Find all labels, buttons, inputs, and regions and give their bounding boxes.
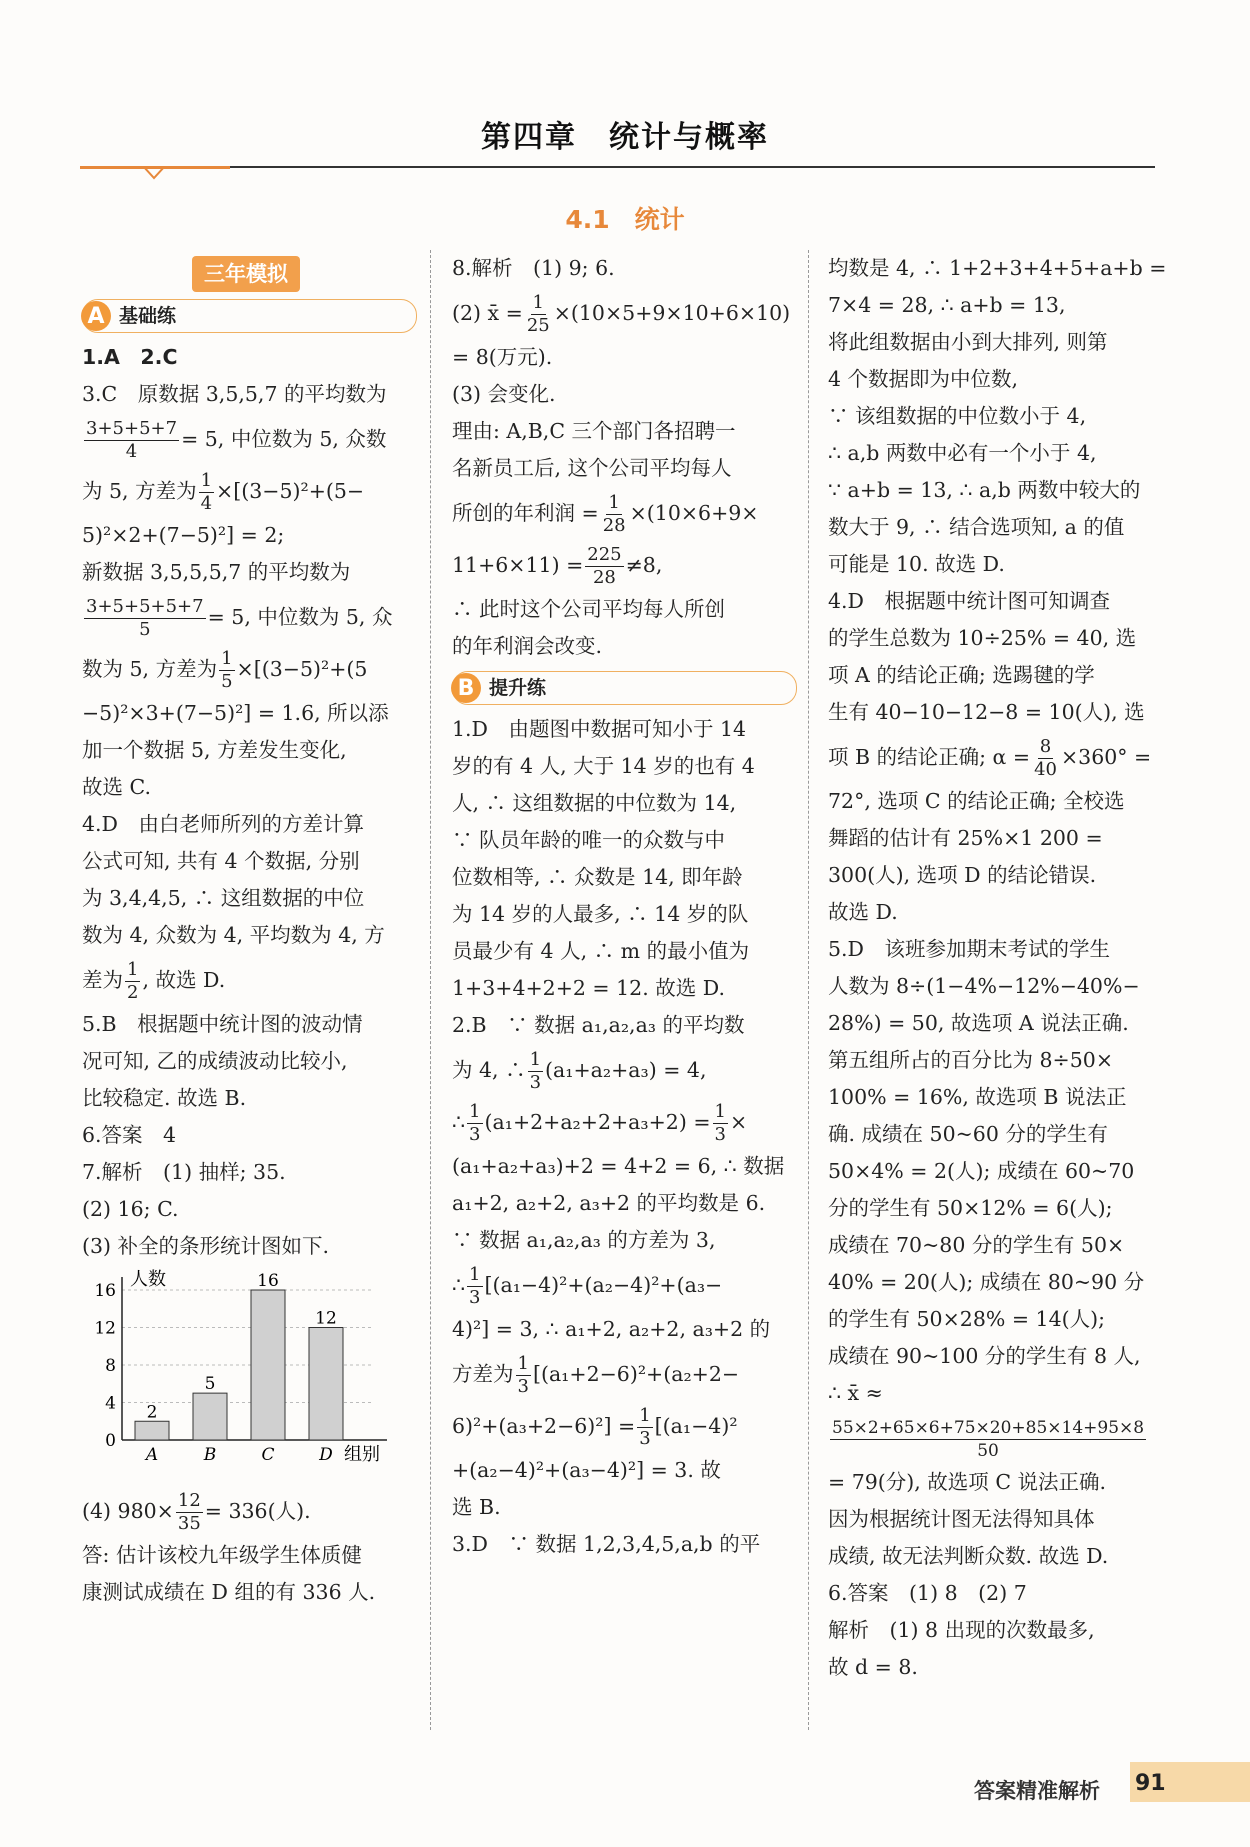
answer-line: 第五组所占的百分比为 8÷50× [828,1048,1113,1072]
answer-line: ∵ 队员年龄的唯一的众数与中 [452,828,726,852]
answer-line: 差为 $\frac{1}{2}$ , 故选 D. [82,959,226,1003]
fraction: $\frac{1}{3}$ [469,1264,481,1308]
answer-line: 岁的有 4 人, 大于 14 岁的也有 4 [452,754,755,778]
answer-line: 300(人), 选项 D 的结论错误. [828,863,1097,887]
answer-line: (4) 980× $\frac{12}{35}$ = 336(人). [82,1490,311,1534]
answer-line: 5.D 该班参加期末考试的学生 [828,937,1110,961]
group-a-header [82,299,417,333]
answer-line: 公式可知, 共有 4 个数据, 分别 [82,849,360,873]
answer-line: 解析 (1) 8 出现的次数最多, [828,1618,1095,1642]
answer-line: 确. 成绩在 50~60 分的学生有 [828,1122,1108,1146]
x-tick-label: B [203,1445,217,1465]
fraction: $\frac{1}{3}$ [529,1049,542,1093]
answer-line: 为 5, 方差为 $\frac{1}{4}$ ×[(3−5)²+(5− [82,470,365,514]
fraction: $\frac{1}{3}$ [639,1405,651,1449]
answer-line: 28%) = 50, 故选项 A 说法正确. [828,1011,1129,1035]
answer-line: 况可知, 乙的成绩波动比较小, [82,1049,348,1073]
column-1 [82,250,417,1611]
answer-line: 的学生有 50×28% = 14(人); [828,1307,1106,1331]
answer-line: 50×4% = 2(人); 成绩在 60~70 [828,1159,1135,1183]
answer-line: 康测试成绩在 D 组的有 336 人. [82,1580,376,1604]
y-tick-label: 4 [105,1393,116,1414]
chapter-title: 第四章 统计与概率 [481,120,769,155]
x-tick-label: D [319,1445,333,1465]
answer-line: ∵ 数据 a₁,a₂,a₃ 的方差为 3, [452,1228,716,1252]
fraction: $\frac{3+5+5+7}{4}$ [86,418,178,462]
answer-line: ∴ 此时这个公司平均每人所创 [452,597,726,621]
bar-B [193,1393,227,1440]
answer-line: 项 B 的结论正确; α = $\frac{8}{40}$ ×360° = [828,736,1152,780]
title-rule [80,166,1155,168]
page-number: 91 [1135,1771,1166,1796]
answer-line: (2) 16; C. [82,1197,179,1221]
x-tick-label: C [261,1445,275,1465]
answer-line: 40% = 20(人); 成绩在 80~90 分 [828,1270,1145,1294]
answer-line: ∵ a+b = 13, ∴ a,b 两数中较大的 [828,478,1141,502]
answer-line: 名新员工后, 这个公司平均每人 [452,456,732,480]
answer-line: = 79(分), 故选项 C 说法正确. [828,1470,1107,1494]
answer-line: 理由: A,B,C 三个部门各招聘一 [452,419,736,443]
answer-line: 答: 估计该校九年级学生体质健 [82,1543,362,1567]
fraction: $\frac{1}{25}$ [526,292,550,336]
answer-line: 4)²] = 3, ∴ a₁+2, a₂+2, a₃+2 的 [452,1317,771,1341]
group-b-label: 提升练 [489,676,547,699]
fraction: $\frac{55\times 2+65\times 6+75\times 20+85\times 14+95\times 8}{50}$ [832,1418,1145,1461]
answer-line: 7×4 = 28, ∴ a+b = 13, [828,293,1066,317]
y-tick-label: 12 [94,1318,116,1339]
answer-line: ∵ 该组数据的中位数小于 4, [828,404,1087,428]
answer-line: 因为根据统计图无法得知具体 [828,1507,1095,1531]
answer-line: ∴ $\frac{1}{3}$ [(a₁−4)²+(a₂−4)²+(a₃− [452,1264,723,1308]
fraction: $\frac{1}{3}$ [714,1101,726,1145]
answer-line: 1+3+4+2+2 = 12. 故选 D. [452,976,725,1000]
answer-line: (3) 会变化. [452,382,556,406]
answer-line: 数为 5, 方差为 $\frac{1}{5}$ ×[(3−5)²+(5 [82,648,368,692]
answer-line [828,1412,1173,1464]
answer-line: 的学生总数为 10÷25% = 40, 选 [828,626,1137,650]
fraction: $\frac{3+5+5+5+7}{5}$ [86,596,204,640]
fraction: $\frac{1}{5}$ [221,648,233,692]
answer-line: (3) 补全的条形统计图如下. [82,1234,330,1258]
answer-line: 员最少有 4 人, ∴ m 的最小值为 [452,939,750,963]
san-nian-mo-ni-tag: 三年模拟 [192,256,300,292]
answer-line: ∴ a,b 两数中必有一个小于 4, [828,441,1097,465]
answer-line: 数大于 9, ∴ 结合选项知, a 的值 [828,515,1125,539]
fraction: $\frac{1}{2}$ [127,959,139,1003]
answer-line: ∴ $\frac{1}{3}$ (a₁+2+a₂+2+a₃+2) = $\frac{1}{3}$ × [452,1101,748,1145]
bar-value-label: 5 [204,1374,216,1395]
x-axis-title: 组别 [344,1444,380,1465]
answer-line: 8.解析 (1) 9; 6. [452,256,615,280]
answer-line: 11+6×11) = $\frac{225}{28}$ ≠8, [452,544,663,588]
answer-line: 6.答案 4 [82,1123,177,1147]
fraction: $\frac{1}{3}$ [517,1353,529,1397]
y-tick-label: 8 [105,1356,116,1376]
group-a-label: 基础练 [119,304,177,327]
answer-line: 故 d = 8. [828,1655,918,1679]
answer-line: 1.D 由题图中数据可知小于 14 [452,717,747,741]
answer-line: (2) x̄ = $\frac{1}{25}$ ×(10×5+9×10+6×10) [452,292,791,336]
answer-line: 新数据 3,5,5,5,7 的平均数为 [82,560,351,584]
column-2 [452,250,797,1563]
answer-line: 为 4, ∴ $\frac{1}{3}$ (a₁+a₂+a₃) = 4, [452,1049,707,1093]
rule-notch-icon [143,166,165,180]
answer-line: 将此组数据由小到大排列, 则第 [828,330,1108,354]
answer-line: 4.D 由白老师所列的方差计算 [82,812,364,836]
bar-chart [82,1265,402,1485]
answer-line: 7.解析 (1) 抽样; 35. [82,1160,286,1184]
answer-line: 100% = 16%, 故选项 B 说法正 [828,1085,1127,1109]
answer-line: 为 14 岁的人最多, ∴ 14 岁的队 [452,902,749,926]
fraction: $\frac{225}{28}$ [587,544,622,588]
answer-line: 3.C 原数据 3,5,5,7 的平均数为 [82,382,387,406]
answer-line: 均数是 4, ∴ 1+2+3+4+5+a+b = [828,256,1167,280]
bar-A [135,1421,169,1440]
answer-line: 方差为 $\frac{1}{3}$ [(a₁+2−6)²+(a₂+2− [452,1353,740,1397]
answer-line: 3.D ∵ 数据 1,2,3,4,5,a,b 的平 [452,1532,761,1556]
y-axis-title: 人数 [130,1269,166,1290]
answer-line: 可能是 10. 故选 D. [828,552,1005,576]
answer-line: 所创的年利润 = $\frac{1}{28}$ ×(10×6+9× [452,492,759,536]
answer-line: (a₁+a₂+a₃)+2 = 4+2 = 6, ∴ 数据 [452,1154,785,1178]
fraction: $\frac{1}{4}$ [200,470,213,514]
answer-line: 成绩, 故无法判断众数. 故选 D. [828,1544,1109,1568]
fraction: $\frac{1}{3}$ [469,1101,481,1145]
answer-line: 4.D 根据题中统计图可知调查 [828,589,1110,613]
answer-line: −5)²×3+(7−5)²] = 1.6, 所以添 [82,701,389,725]
bar-value-label: 12 [315,1308,337,1329]
answer-line: 选 B. [452,1495,501,1519]
answer-line: $\frac{3+5+5+7}{4}$ = 5, 中位数为 5, 众数 [86,418,387,462]
y-tick-label: 16 [94,1281,116,1301]
answer-line: 舞蹈的估计有 25%×1 200 = [828,826,1103,850]
group-a-badge-icon: A [81,301,111,331]
column-3 [828,250,1173,1686]
answer-line: 加一个数据 5, 方差发生变化, [82,738,347,762]
answer-line: 的年利润会改变. [452,634,603,658]
answer-line: ∴ x̄ ≈ [828,1381,883,1405]
answer-line: 6)²+(a₃+2−6)²] = $\frac{1}{3}$ [(a₁−4)² [452,1405,738,1449]
bar-value-label: 16 [257,1271,279,1291]
bar-C [251,1290,285,1440]
answer-line: 6.答案 (1) 8 (2) 7 [828,1581,1027,1605]
answer-line: 生有 40−10−12−8 = 10(人), 选 [828,700,1145,724]
answer-line: 1.A 2.C [82,345,178,369]
answer-line: 成绩在 90~100 分的学生有 8 人, [828,1344,1141,1368]
answer-line: 分的学生有 50×12% = 6(人); [828,1196,1113,1220]
answer-line: 为 3,4,4,5, ∴ 这组数据的中位 [82,886,365,910]
footer-label: 答案精准解析 [974,1779,1100,1803]
answer-line: 项 A 的结论正确; 选踢毽的学 [828,663,1095,687]
answer-line: 5)²×2+(7−5)²] = 2; [82,523,285,547]
answer-line: 位数相等, ∴ 众数是 14, 即年龄 [452,865,743,889]
answer-line: 72°, 选项 C 的结论正确; 全校选 [828,789,1125,813]
answer-line: 2.B ∵ 数据 a₁,a₂,a₃ 的平均数 [452,1013,745,1037]
answer-line: +(a₂−4)²+(a₃−4)²] = 3. 故 [452,1458,721,1482]
bar-value-label: 2 [146,1402,158,1423]
column-divider [808,250,809,1730]
answer-line: $\frac{3+5+5+5+7}{5}$ = 5, 中位数为 5, 众 [86,596,393,640]
answer-line: 人数为 8÷(1−4%−12%−40%− [828,974,1140,998]
group-b-badge-icon: B [451,673,481,703]
answer-line: 数为 4, 众数为 4, 平均数为 4, 方 [82,923,385,947]
answer-line: 成绩在 70~80 分的学生有 50× [828,1233,1125,1257]
y-tick-label: 0 [105,1431,116,1451]
answer-line: a₁+2, a₂+2, a₃+2 的平均数是 6. [452,1191,766,1215]
bar-D [309,1328,343,1441]
answer-line: 故选 C. [82,775,151,799]
fraction: $\frac{12}{35}$ [177,1490,201,1534]
fraction: $\frac{8}{40}$ [1034,736,1057,780]
answer-line: 比较稳定. 故选 B. [82,1086,247,1110]
group-b-header [452,671,797,705]
answer-line: = 8(万元). [452,345,553,369]
answer-line: 故选 D. [828,900,898,924]
section-title: 4.1 统计 [565,205,685,234]
column-divider [430,250,431,1730]
x-tick-label: A [145,1445,159,1465]
fraction: $\frac{1}{28}$ [602,492,626,536]
answer-line: 4 个数据即为中位数, [828,367,1019,391]
answer-line: 5.B 根据题中统计图的波动情 [82,1012,363,1036]
answer-line: 人, ∴ 这组数据的中位数为 14, [452,791,737,815]
